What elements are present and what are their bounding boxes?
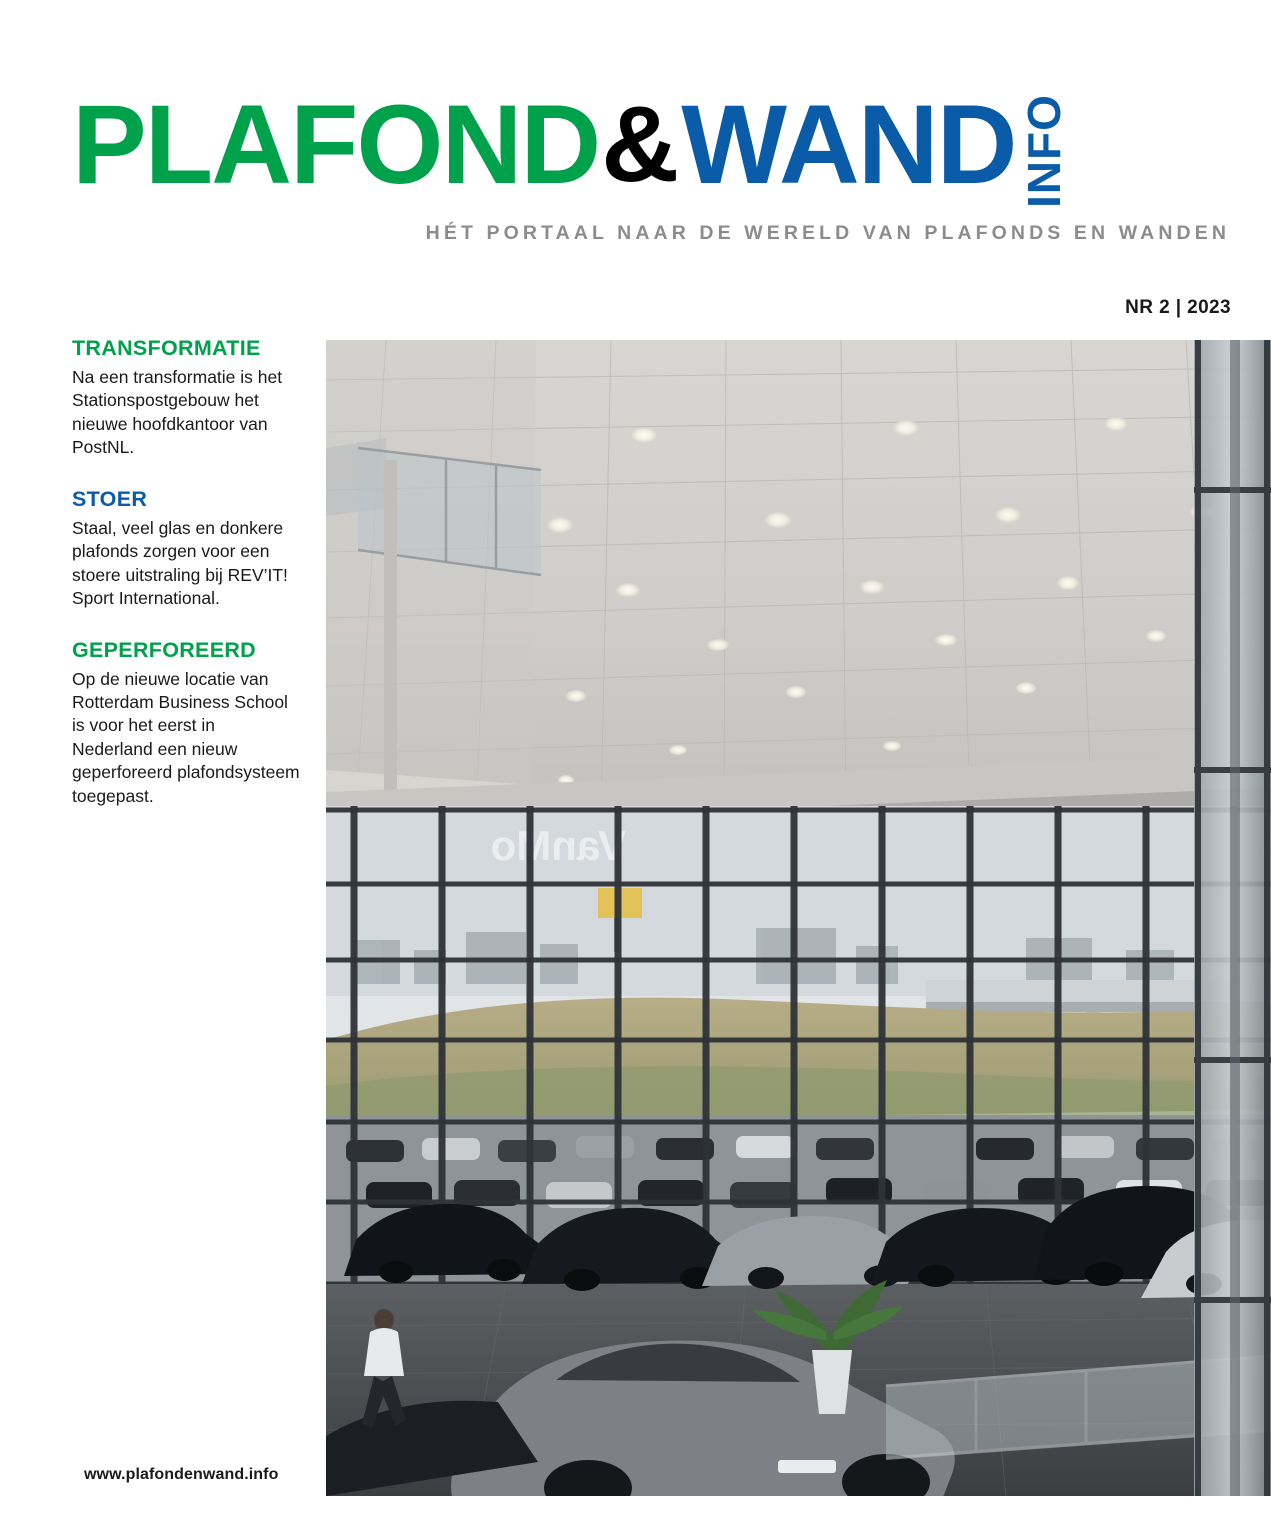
teaser-body: Op de nieuwe locatie van Rotterdam Business School is voor het eerst in Nederland een nieuw geperforeerd plafondsysteem toegepast. <box>72 668 300 806</box>
cover-photo <box>326 340 1271 1496</box>
teaser-item <box>72 487 300 611</box>
logo-ampersand: & <box>601 83 680 204</box>
website-url[interactable]: www.plafondenwand.info <box>84 1466 279 1483</box>
teaser-item <box>72 638 300 809</box>
issue-number: NR 2 | 2023 <box>1125 297 1231 318</box>
teaser-body: Staal, veel glas en donkere plafonds zorgen voor een stoere uitstraling bij REV’IT! Sport International. <box>72 517 288 609</box>
masthead <box>72 82 1232 245</box>
logo-word-plafond: PLAFOND <box>72 82 600 207</box>
cover-photo-illustration <box>326 340 1271 1496</box>
teaser-title: STOER <box>72 486 148 511</box>
teaser-sidebar <box>72 336 300 835</box>
magazine-tagline: HÉT PORTAAL NAAR DE WERELD VAN PLAFONDS EN WANDEN <box>425 222 1230 244</box>
logo-word-wand: WAND <box>681 82 1016 207</box>
teaser-body: Na een transformatie is het Stationspostgebouw het nieuwe hoofdkantoor van PostNL. <box>72 367 283 458</box>
magazine-logo <box>72 82 1232 208</box>
logo-suffix-info: INFO <box>1018 94 1071 208</box>
svg-text:VanMo: VanMo <box>490 822 626 869</box>
teaser-title: TRANSFORMATIE <box>72 336 261 360</box>
teaser-item <box>72 336 300 460</box>
teaser-title: GEPERFOREERD <box>72 637 256 662</box>
